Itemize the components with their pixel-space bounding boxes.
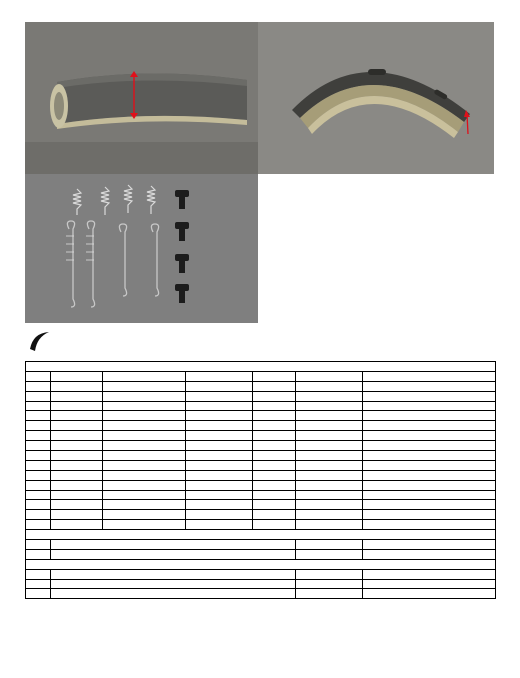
cell-result bbox=[296, 441, 363, 451]
cell-note bbox=[363, 540, 496, 550]
cell-ref-sample bbox=[103, 520, 186, 530]
cell-parameter bbox=[51, 490, 103, 500]
cell-note bbox=[363, 381, 496, 391]
photo-brake-shoe-arc bbox=[258, 22, 494, 174]
cell-no bbox=[26, 500, 51, 510]
cell-sample-value bbox=[186, 480, 253, 490]
cell-sample-value bbox=[186, 460, 253, 470]
cell-ref-sample bbox=[103, 421, 186, 431]
table-row bbox=[26, 470, 496, 480]
table-row bbox=[26, 480, 496, 490]
cell-note bbox=[363, 480, 496, 490]
cell-parameter bbox=[51, 421, 103, 431]
cell-parameter bbox=[51, 411, 103, 421]
cell-empty bbox=[253, 381, 296, 391]
col-header-sample bbox=[186, 371, 253, 381]
cell-no bbox=[26, 540, 51, 550]
cell-note bbox=[363, 579, 496, 589]
report-table bbox=[25, 361, 496, 599]
photo-brake-shoe-side bbox=[25, 22, 258, 174]
cell-ref-sample bbox=[103, 391, 186, 401]
cell-empty bbox=[253, 391, 296, 401]
cell-note bbox=[363, 460, 496, 470]
cell-no bbox=[26, 510, 51, 520]
cell-no bbox=[26, 391, 51, 401]
cell-no bbox=[26, 401, 51, 411]
cell-ref-sample bbox=[103, 510, 186, 520]
cell-sample-value bbox=[186, 391, 253, 401]
table-row bbox=[26, 391, 496, 401]
cell-no bbox=[26, 549, 51, 559]
table-row bbox=[26, 401, 496, 411]
cell-empty bbox=[253, 411, 296, 421]
cell-empty bbox=[253, 441, 296, 451]
section-appearance bbox=[26, 530, 496, 540]
table-row bbox=[26, 431, 496, 441]
cell-ref-sample bbox=[103, 381, 186, 391]
table-row bbox=[26, 579, 496, 589]
col-header-empty bbox=[296, 371, 363, 381]
cell-result bbox=[296, 391, 363, 401]
cell-result bbox=[296, 470, 363, 480]
cell-ref-sample bbox=[103, 490, 186, 500]
cell-no bbox=[26, 589, 51, 599]
cell-parameter bbox=[51, 451, 103, 461]
table-row bbox=[26, 460, 496, 470]
cell-parameter bbox=[51, 510, 103, 520]
cell-empty bbox=[253, 460, 296, 470]
cell-no bbox=[26, 431, 51, 441]
cell-empty bbox=[253, 451, 296, 461]
cell-result bbox=[296, 460, 363, 470]
section-dimensional-analysis bbox=[26, 362, 496, 372]
cell-ref-sample bbox=[103, 451, 186, 461]
cell-empty bbox=[253, 490, 296, 500]
table-row bbox=[26, 411, 496, 421]
col-header-ref bbox=[103, 371, 186, 381]
cell-note bbox=[363, 451, 496, 461]
cell-empty bbox=[253, 421, 296, 431]
cell-item bbox=[51, 579, 296, 589]
cell-no bbox=[26, 579, 51, 589]
cell-result bbox=[296, 480, 363, 490]
cell-sample-value bbox=[186, 470, 253, 480]
col-header-empty bbox=[363, 371, 496, 381]
col-header-parameter bbox=[51, 371, 103, 381]
table-row bbox=[26, 451, 496, 461]
cell-parameter bbox=[51, 500, 103, 510]
cell-sample-value bbox=[186, 500, 253, 510]
cell-ref-sample bbox=[103, 441, 186, 451]
cell-parameter bbox=[51, 520, 103, 530]
cell-no bbox=[26, 480, 51, 490]
cell-note bbox=[363, 411, 496, 421]
cell-sample-value bbox=[186, 401, 253, 411]
cell-no bbox=[26, 490, 51, 500]
logo-swoosh-icon bbox=[27, 329, 53, 355]
cell-result bbox=[296, 589, 363, 599]
cell-note bbox=[363, 500, 496, 510]
cell-note bbox=[363, 569, 496, 579]
cell-note bbox=[363, 490, 496, 500]
cell-no bbox=[26, 421, 51, 431]
cell-ref-sample bbox=[103, 411, 186, 421]
cell-sample-value bbox=[186, 431, 253, 441]
cell-ref-sample bbox=[103, 401, 186, 411]
col-header-empty bbox=[253, 371, 296, 381]
cell-sample-value bbox=[186, 421, 253, 431]
section-physical-properties bbox=[26, 559, 496, 569]
photo-hardware-parts bbox=[25, 174, 258, 323]
cell-no bbox=[26, 470, 51, 480]
table-row bbox=[26, 569, 496, 579]
table-row bbox=[26, 549, 496, 559]
cell-result bbox=[296, 510, 363, 520]
cell-empty bbox=[253, 500, 296, 510]
cell-parameter bbox=[51, 381, 103, 391]
cell-result bbox=[296, 381, 363, 391]
col-header-no bbox=[26, 371, 51, 381]
cell-sample-value bbox=[186, 451, 253, 461]
table-row bbox=[26, 520, 496, 530]
table-row bbox=[26, 500, 496, 510]
cell-sample-value bbox=[186, 411, 253, 421]
cell-result bbox=[296, 401, 363, 411]
cell-sample-value bbox=[186, 381, 253, 391]
cell-note bbox=[363, 520, 496, 530]
cell-item bbox=[51, 569, 296, 579]
cell-result bbox=[296, 520, 363, 530]
cell-parameter bbox=[51, 401, 103, 411]
cell-sample-value bbox=[186, 510, 253, 520]
cell-empty bbox=[253, 520, 296, 530]
cell-result bbox=[296, 490, 363, 500]
cell-result bbox=[296, 451, 363, 461]
cell-empty bbox=[253, 401, 296, 411]
cell-note bbox=[363, 589, 496, 599]
section-title bbox=[26, 559, 496, 569]
table-row bbox=[26, 589, 496, 599]
cell-item bbox=[51, 540, 296, 550]
cell-result bbox=[296, 540, 363, 550]
cell-note bbox=[363, 401, 496, 411]
cell-no bbox=[26, 451, 51, 461]
cell-no bbox=[26, 460, 51, 470]
table-row bbox=[26, 490, 496, 500]
cell-no bbox=[26, 569, 51, 579]
cell-ref-sample bbox=[103, 431, 186, 441]
table-row bbox=[26, 381, 496, 391]
cell-result bbox=[296, 500, 363, 510]
cell-empty bbox=[253, 470, 296, 480]
cell-ref-sample bbox=[103, 480, 186, 490]
cell-sample-value bbox=[186, 490, 253, 500]
table-row bbox=[26, 510, 496, 520]
cell-parameter bbox=[51, 441, 103, 451]
cell-note bbox=[363, 421, 496, 431]
cell-item bbox=[51, 589, 296, 599]
cell-parameter bbox=[51, 431, 103, 441]
cell-item bbox=[51, 549, 296, 559]
cell-sample-value bbox=[186, 520, 253, 530]
section-title bbox=[26, 530, 496, 540]
cell-no bbox=[26, 520, 51, 530]
cell-no bbox=[26, 411, 51, 421]
trucktec-logo bbox=[25, 327, 105, 355]
cell-ref-sample bbox=[103, 460, 186, 470]
section-title bbox=[26, 362, 496, 372]
cell-note bbox=[363, 470, 496, 480]
cell-result bbox=[296, 569, 363, 579]
cell-empty bbox=[253, 510, 296, 520]
cell-parameter bbox=[51, 470, 103, 480]
cell-result bbox=[296, 411, 363, 421]
cell-no bbox=[26, 381, 51, 391]
cell-empty bbox=[253, 480, 296, 490]
cell-note bbox=[363, 441, 496, 451]
cell-no bbox=[26, 441, 51, 451]
cell-result bbox=[296, 421, 363, 431]
cell-result bbox=[296, 431, 363, 441]
cell-sample-value bbox=[186, 441, 253, 451]
cell-result bbox=[296, 549, 363, 559]
cell-empty bbox=[253, 431, 296, 441]
table-row bbox=[26, 421, 496, 431]
cell-parameter bbox=[51, 480, 103, 490]
cell-note bbox=[363, 510, 496, 520]
cell-parameter bbox=[51, 460, 103, 470]
table-row bbox=[26, 441, 496, 451]
cell-result bbox=[296, 579, 363, 589]
cell-parameter bbox=[51, 391, 103, 401]
cell-note bbox=[363, 549, 496, 559]
cell-ref-sample bbox=[103, 500, 186, 510]
table-row bbox=[26, 540, 496, 550]
cell-ref-sample bbox=[103, 470, 186, 480]
cell-note bbox=[363, 391, 496, 401]
column-header-row bbox=[26, 371, 496, 381]
cell-note bbox=[363, 431, 496, 441]
